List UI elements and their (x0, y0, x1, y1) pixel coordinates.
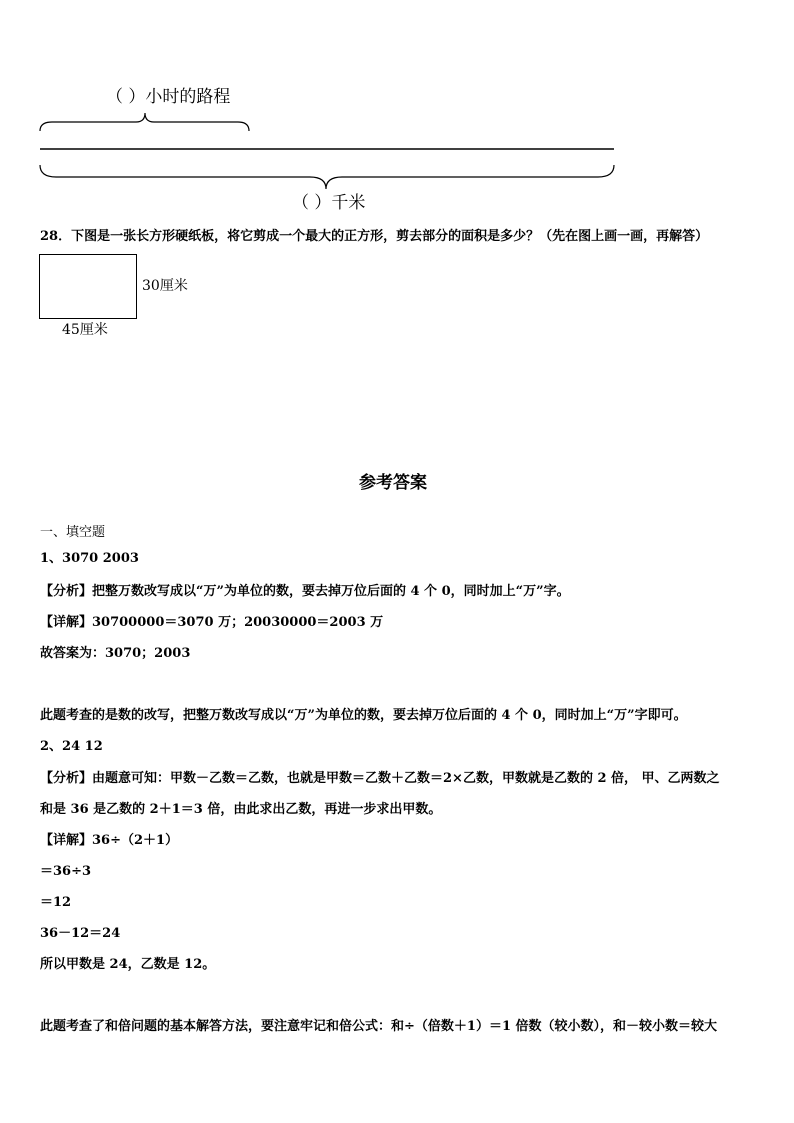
line-diagram (0, 0, 794, 260)
answers-title: 参考答案 (359, 473, 427, 493)
bottom-brace-label: （ ）千米 (292, 193, 366, 213)
top-brace (40, 113, 249, 131)
answer-1-detail: 【详解】30700000＝3070 万；20030000＝2003 万 (40, 615, 384, 630)
top-brace-label: （ ）小时的路程 (106, 87, 231, 107)
answer-2-result: 所以甲数是 24，乙数是 12。 (40, 957, 216, 972)
answer-1-analysis: 【分析】把整万数改写成以“万”为单位的数，要去掉万位后面的 4 个 0，同时加上“万”字。 (40, 584, 570, 599)
rectangle-height-label: 30厘米 (142, 278, 188, 294)
question-28-text: 28．下图是一张长方形硬纸板，将它剪成一个最大的正方形，剪去部分的面积是多少？（先在图上画一画，再解答） (40, 229, 709, 244)
answer-2-detail-line-1: 【详解】36÷（2＋1） (40, 833, 179, 848)
answer-1-note: 此题考查的是数的改写，把整万数改写成以“万”为单位的数，要去掉万位后面的 4 个 0，同时加上“万”字即可。 (40, 708, 687, 723)
answer-2-analysis-line-1: 【分析】由题意可知：甲数－乙数＝乙数，也就是甲数＝乙数＋乙数＝2×乙数，甲数就是乙数的 2 倍， 甲、乙两数之 (40, 771, 720, 786)
answer-2-detail-line-3: ＝12 (40, 895, 72, 910)
answer-2-note: 此题考查了和倍问题的基本解答方法，要注意牢记和倍公式：和÷（倍数＋1）＝1 倍数（较小数），和－较小数＝较大 (40, 1019, 718, 1034)
section-heading: 一、填空题 (40, 525, 106, 540)
answer-2-detail-line-2: ＝36÷3 (40, 864, 92, 879)
rectangle-width-label: 45厘米 (62, 322, 108, 338)
answer-1-head: 1、3070 2003 (40, 551, 139, 566)
bottom-brace (40, 165, 614, 189)
answer-2-head: 2、24 12 (40, 739, 103, 754)
answer-2-analysis-line-2: 和是 36 是乙数的 2＋1＝3 倍，由此求出乙数，再进一步求出甲数。 (40, 802, 442, 817)
answer-1-result: 故答案为：3070；2003 (40, 646, 191, 661)
cardboard-rectangle (39, 254, 137, 319)
answer-2-detail-line-4: 36－12＝24 (40, 926, 121, 941)
